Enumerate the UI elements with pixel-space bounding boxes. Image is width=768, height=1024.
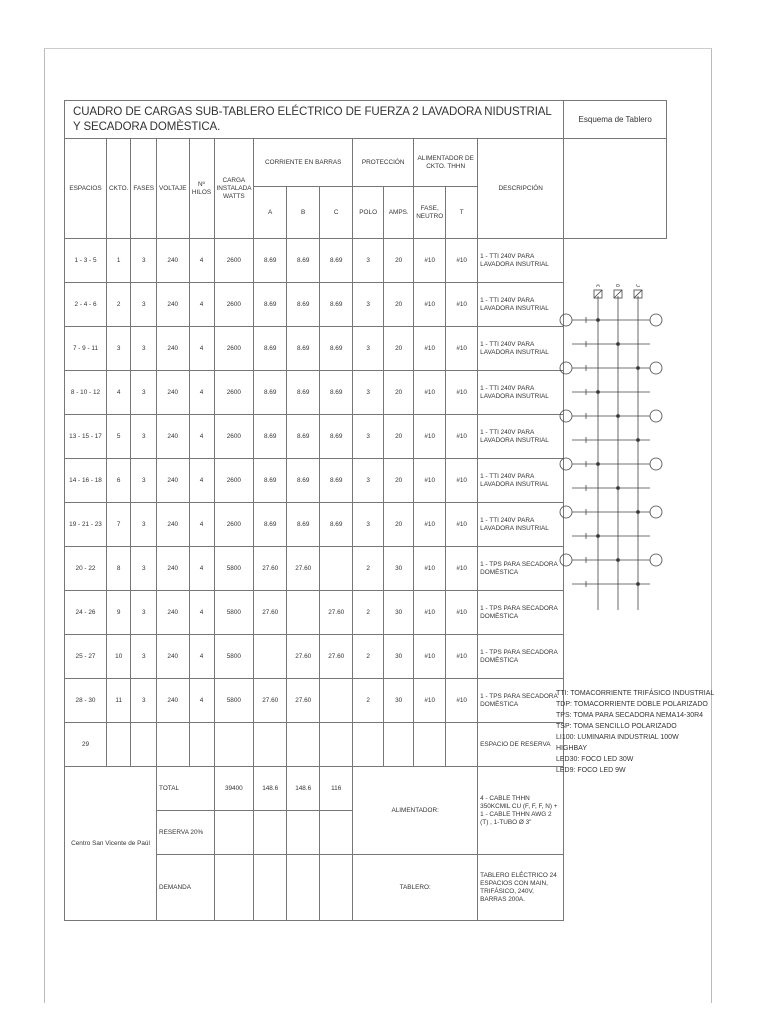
cell-polo: 2 xyxy=(353,591,384,635)
cell-fn: #10 xyxy=(414,459,446,503)
phase-b-label: B xyxy=(616,284,621,289)
tablero-label: TABLERO: xyxy=(353,855,478,921)
header-amps: AMPS. xyxy=(384,187,414,239)
junction-dot xyxy=(597,463,600,466)
tablero-text: TABLERO ELÉCTRICO 24 ESPACIOS CON MAIN, TRIFÁSICO, 240V, BARRAS 200A. xyxy=(478,855,564,921)
cell-amps: 30 xyxy=(384,591,414,635)
load-circle xyxy=(650,410,662,422)
cell-c: 27.60 xyxy=(320,591,353,635)
cell-ckto: 3 xyxy=(107,327,131,371)
cell-polo: 2 xyxy=(353,679,384,723)
cell-polo: 3 xyxy=(353,283,384,327)
cell-fases: 3 xyxy=(131,547,157,591)
cell-amps: 20 xyxy=(384,503,414,547)
cell-fases: 3 xyxy=(131,591,157,635)
table-row xyxy=(65,239,667,283)
header-c: C xyxy=(320,187,353,239)
cell-carga: 2600 xyxy=(214,415,254,459)
total-label: TOTAL xyxy=(157,767,214,811)
cell-fases: 3 xyxy=(131,239,157,283)
reserve-espacios: 29 xyxy=(65,723,107,767)
cell-carga: 2600 xyxy=(214,283,254,327)
cell-fn: #10 xyxy=(414,591,446,635)
cell-voltaje: 240 xyxy=(157,459,189,503)
cell-fn: #10 xyxy=(414,327,446,371)
cell-amps: 20 xyxy=(384,327,414,371)
cell-desc: 1 - TTI 240V PARA LAVADORA INSUTRIAL xyxy=(478,503,564,547)
cell-hilos: 4 xyxy=(189,503,214,547)
cell-carga: 2600 xyxy=(214,239,254,283)
load-circle xyxy=(560,410,572,422)
junction-dot xyxy=(597,319,600,322)
cell-amps: 30 xyxy=(384,635,414,679)
cell-polo: 3 xyxy=(353,239,384,283)
cell-amps: 20 xyxy=(384,239,414,283)
cell-ckto: 10 xyxy=(107,635,131,679)
alimentador-label: ALIMENTADOR: xyxy=(353,767,478,855)
cell-t: #10 xyxy=(446,459,478,503)
cell-a: 27.60 xyxy=(254,679,287,723)
header-espacios: ESPACIOS xyxy=(65,139,107,239)
cell-hilos: 4 xyxy=(189,635,214,679)
cell-a xyxy=(254,635,287,679)
cell-fn: #10 xyxy=(414,415,446,459)
junction-dot xyxy=(617,559,620,562)
cell-polo: 2 xyxy=(353,635,384,679)
legend-item: LI100: LUMINARIA INDUSTRIAL 100W xyxy=(556,734,679,741)
cell-fn: #10 xyxy=(414,635,446,679)
cell-fases: 3 xyxy=(131,327,157,371)
load-circle xyxy=(650,458,662,470)
total-b: 148.6 xyxy=(287,767,320,811)
load-circle xyxy=(650,362,662,374)
cell-desc: 1 - TPS PARA SECADORA DOMÈSTICA xyxy=(478,635,564,679)
legend-item: TTI: TOMACORRIENTE TRIFÁSICO INDUSTRIAL xyxy=(556,690,715,697)
cell-carga: 5800 xyxy=(214,591,254,635)
phase-c-label: C xyxy=(636,284,641,289)
alimentador-text: 4 - CABLE THHN 350KCMIL CU (F, F, F, N) + 1 - CABLE THHN AWG 2 (T) , 1-TUBO Ø 3" xyxy=(478,767,564,855)
cell-b: 27.60 xyxy=(287,547,320,591)
cell-amps: 20 xyxy=(384,415,414,459)
cell-hilos: 4 xyxy=(189,327,214,371)
cell-carga: 5800 xyxy=(214,547,254,591)
cell-ckto: 11 xyxy=(107,679,131,723)
legend-item: LED9: FOCO LED 9W xyxy=(556,767,626,774)
cell-t: #10 xyxy=(446,239,478,283)
cell-a: 27.60 xyxy=(254,547,287,591)
legend-item: HIGHBAY xyxy=(556,745,587,752)
legend-item: TSP: TOMA SENCILLO POLARIZADO xyxy=(556,723,677,730)
cell-b: 8.69 xyxy=(287,503,320,547)
junction-dot xyxy=(617,487,620,490)
cell-hilos: 4 xyxy=(189,679,214,723)
cell-ckto: 6 xyxy=(107,459,131,503)
cell-carga: 5800 xyxy=(214,635,254,679)
cell-espacios: 25 - 27 xyxy=(65,635,107,679)
load-circle xyxy=(650,506,662,518)
cell-fn: #10 xyxy=(414,547,446,591)
cell-b: 8.69 xyxy=(287,415,320,459)
cell-a: 8.69 xyxy=(254,459,287,503)
junction-dot xyxy=(597,391,600,394)
cell-t: #10 xyxy=(446,547,478,591)
cell-fn: #10 xyxy=(414,239,446,283)
cell-fases: 3 xyxy=(131,679,157,723)
institution-name: Centro San Vicente de Paúl xyxy=(65,767,157,921)
cell-c: 27.60 xyxy=(320,635,353,679)
load-circle xyxy=(560,458,572,470)
cell-c: 8.69 xyxy=(320,283,353,327)
cell-espacios: 13 - 15 - 17 xyxy=(65,415,107,459)
cell-desc: 1 - TTI 240V PARA LAVADORA INSUTRIAL xyxy=(478,239,564,283)
cell-fases: 3 xyxy=(131,283,157,327)
header-b: B xyxy=(287,187,320,239)
cell-polo: 3 xyxy=(353,415,384,459)
header-polo: POLO xyxy=(353,187,384,239)
cell-amps: 20 xyxy=(384,283,414,327)
header-hilos: Nº HILOS xyxy=(189,139,214,239)
cell-polo: 3 xyxy=(353,459,384,503)
scheme-title: Esquema de Tablero xyxy=(564,101,667,139)
cell-t: #10 xyxy=(446,679,478,723)
cell-c xyxy=(320,679,353,723)
cell-espacios: 20 - 22 xyxy=(65,547,107,591)
legend xyxy=(556,688,715,776)
cell-b: 8.69 xyxy=(287,239,320,283)
cell-desc: 1 - TPS PARA SECADORA DOMÈSTICA xyxy=(478,591,564,635)
header-corriente: CORRIENTE EN BARRAS xyxy=(254,139,353,187)
cell-hilos: 4 xyxy=(189,283,214,327)
legend-item: TDP: TOMACORRIENTE DOBLE POLARIZADO xyxy=(556,701,708,708)
cell-fases: 3 xyxy=(131,503,157,547)
junction-dot xyxy=(637,367,640,370)
cell-voltaje: 240 xyxy=(157,415,189,459)
cell-voltaje: 240 xyxy=(157,503,189,547)
cell-fases: 3 xyxy=(131,371,157,415)
load-circle xyxy=(650,314,662,326)
cell-espacios: 7 - 9 - 11 xyxy=(65,327,107,371)
cell-b: 8.69 xyxy=(287,327,320,371)
page-title: CUADRO DE CARGAS SUB-TABLERO ELÉCTRICO DE FUERZA 2 LAVADORA NIDUSTRIAL Y SECADORA DOMÈSTICA. xyxy=(65,101,564,139)
cell-voltaje: 240 xyxy=(157,591,189,635)
cell-voltaje: 240 xyxy=(157,547,189,591)
table-row xyxy=(65,635,667,679)
cell-t: #10 xyxy=(446,591,478,635)
reserve-desc: ESPACIO DE RESERVA xyxy=(478,723,564,767)
total-c: 116 xyxy=(320,767,353,811)
cell-fn: #10 xyxy=(414,679,446,723)
cell-desc: 1 - TPS PARA SECADORA DOMÈSTICA xyxy=(478,679,564,723)
cell-hilos: 4 xyxy=(189,591,214,635)
scheme-area xyxy=(564,139,667,239)
phase-a-label: A xyxy=(596,284,601,289)
cell-desc: 1 - TTI 240V PARA LAVADORA INSUTRIAL xyxy=(478,371,564,415)
cell-carga: 2600 xyxy=(214,327,254,371)
cell-desc: 1 - TTI 240V PARA LAVADORA INSUTRIAL xyxy=(478,327,564,371)
junction-dot xyxy=(637,439,640,442)
header-fase-neutro: FASE, NEUTRO xyxy=(414,187,446,239)
cell-hilos: 4 xyxy=(189,459,214,503)
cell-amps: 20 xyxy=(384,371,414,415)
cell-fases: 3 xyxy=(131,635,157,679)
cell-c xyxy=(320,547,353,591)
cell-espacios: 1 - 3 - 5 xyxy=(65,239,107,283)
cell-fn: #10 xyxy=(414,503,446,547)
cell-fn: #10 xyxy=(414,283,446,327)
cell-a: 8.69 xyxy=(254,371,287,415)
legend-item: TPS: TOMA PARA SECADORA NEMA14-30R4 xyxy=(556,712,704,719)
reserva-label: RESERVA 20% xyxy=(157,811,214,855)
legend-item: LED30: FOCO LED 30W xyxy=(556,756,634,763)
cell-a: 8.69 xyxy=(254,327,287,371)
cell-ckto: 1 xyxy=(107,239,131,283)
cell-ckto: 4 xyxy=(107,371,131,415)
cell-ckto: 8 xyxy=(107,547,131,591)
cell-hilos: 4 xyxy=(189,371,214,415)
cell-c: 8.69 xyxy=(320,371,353,415)
load-circle xyxy=(560,506,572,518)
cell-fases: 3 xyxy=(131,459,157,503)
cell-amps: 30 xyxy=(384,679,414,723)
cell-t: #10 xyxy=(446,371,478,415)
cell-b: 27.60 xyxy=(287,635,320,679)
cell-carga: 2600 xyxy=(214,459,254,503)
header-carga: CARGA INSTALADA WATTS xyxy=(214,139,254,239)
cell-fn: #10 xyxy=(414,371,446,415)
cell-voltaje: 240 xyxy=(157,635,189,679)
cell-espacios: 28 - 30 xyxy=(65,679,107,723)
header-alimentador: ALIMENTADOR DE CKTO. THHN xyxy=(414,139,478,187)
cell-amps: 30 xyxy=(384,547,414,591)
cell-a: 8.69 xyxy=(254,283,287,327)
cell-espacios: 14 - 16 - 18 xyxy=(65,459,107,503)
cell-carga: 2600 xyxy=(214,371,254,415)
load-circle xyxy=(560,362,572,374)
junction-dot xyxy=(617,343,620,346)
header-voltaje: VOLTAJE xyxy=(157,139,189,239)
cell-a: 8.69 xyxy=(254,503,287,547)
cell-ckto: 9 xyxy=(107,591,131,635)
cell-desc: 1 - TPS PARA SECADORA DOMÈSTICA xyxy=(478,547,564,591)
cell-t: #10 xyxy=(446,635,478,679)
load-circle xyxy=(560,314,572,326)
cell-voltaje: 240 xyxy=(157,283,189,327)
cell-c: 8.69 xyxy=(320,415,353,459)
cell-fases: 3 xyxy=(131,415,157,459)
junction-dot xyxy=(637,583,640,586)
cell-c: 8.69 xyxy=(320,239,353,283)
header-descripcion: DESCRIPCIÓN xyxy=(478,139,564,239)
total-a: 148.6 xyxy=(254,767,287,811)
cell-c: 8.69 xyxy=(320,459,353,503)
cell-ckto: 5 xyxy=(107,415,131,459)
cell-ckto: 2 xyxy=(107,283,131,327)
junction-dot xyxy=(637,511,640,514)
cell-espacios: 2 - 4 - 6 xyxy=(65,283,107,327)
cell-hilos: 4 xyxy=(189,415,214,459)
cell-a: 8.69 xyxy=(254,239,287,283)
cell-polo: 3 xyxy=(353,327,384,371)
header-fases: FASES xyxy=(131,139,157,239)
header-ckto: CKTO. xyxy=(107,139,131,239)
cell-polo: 3 xyxy=(353,371,384,415)
cell-a: 27.60 xyxy=(254,591,287,635)
cell-espacios: 8 - 10 - 12 xyxy=(65,371,107,415)
cell-b: 27.60 xyxy=(287,679,320,723)
cell-espacios: 24 - 26 xyxy=(65,591,107,635)
cell-voltaje: 240 xyxy=(157,371,189,415)
junction-dot xyxy=(617,415,620,418)
cell-desc: 1 - TTI 240V PARA LAVADORA INSUTRIAL xyxy=(478,415,564,459)
load-circle xyxy=(650,554,662,566)
cell-carga: 5800 xyxy=(214,679,254,723)
cell-ckto: 7 xyxy=(107,503,131,547)
cell-c: 8.69 xyxy=(320,503,353,547)
cell-t: #10 xyxy=(446,415,478,459)
cell-b xyxy=(287,591,320,635)
cell-t: #10 xyxy=(446,327,478,371)
junction-dot xyxy=(597,535,600,538)
cell-espacios: 19 - 21 - 23 xyxy=(65,503,107,547)
load-circle xyxy=(560,554,572,566)
header-proteccion: PROTECCIÓN xyxy=(353,139,414,187)
cell-a: 8.69 xyxy=(254,415,287,459)
cell-hilos: 4 xyxy=(189,547,214,591)
cell-polo: 3 xyxy=(353,503,384,547)
cell-voltaje: 240 xyxy=(157,239,189,283)
header-t: T xyxy=(446,187,478,239)
cell-desc: 1 - TTI 240V PARA LAVADORA INSUTRIAL xyxy=(478,459,564,503)
cell-b: 8.69 xyxy=(287,459,320,503)
cell-b: 8.69 xyxy=(287,283,320,327)
cell-c: 8.69 xyxy=(320,327,353,371)
cell-voltaje: 240 xyxy=(157,679,189,723)
total-carga: 39400 xyxy=(214,767,254,811)
demanda-label: DEMANDA xyxy=(157,855,214,921)
cell-desc: 1 - TTI 240V PARA LAVADORA INSUTRIAL xyxy=(478,283,564,327)
cell-t: #10 xyxy=(446,503,478,547)
cell-voltaje: 240 xyxy=(157,327,189,371)
cell-b: 8.69 xyxy=(287,371,320,415)
cell-polo: 2 xyxy=(353,547,384,591)
cell-amps: 20 xyxy=(384,459,414,503)
panel-schematic xyxy=(556,284,666,614)
cell-hilos: 4 xyxy=(189,239,214,283)
cell-t: #10 xyxy=(446,283,478,327)
header-a: A xyxy=(254,187,287,239)
cell-carga: 2600 xyxy=(214,503,254,547)
